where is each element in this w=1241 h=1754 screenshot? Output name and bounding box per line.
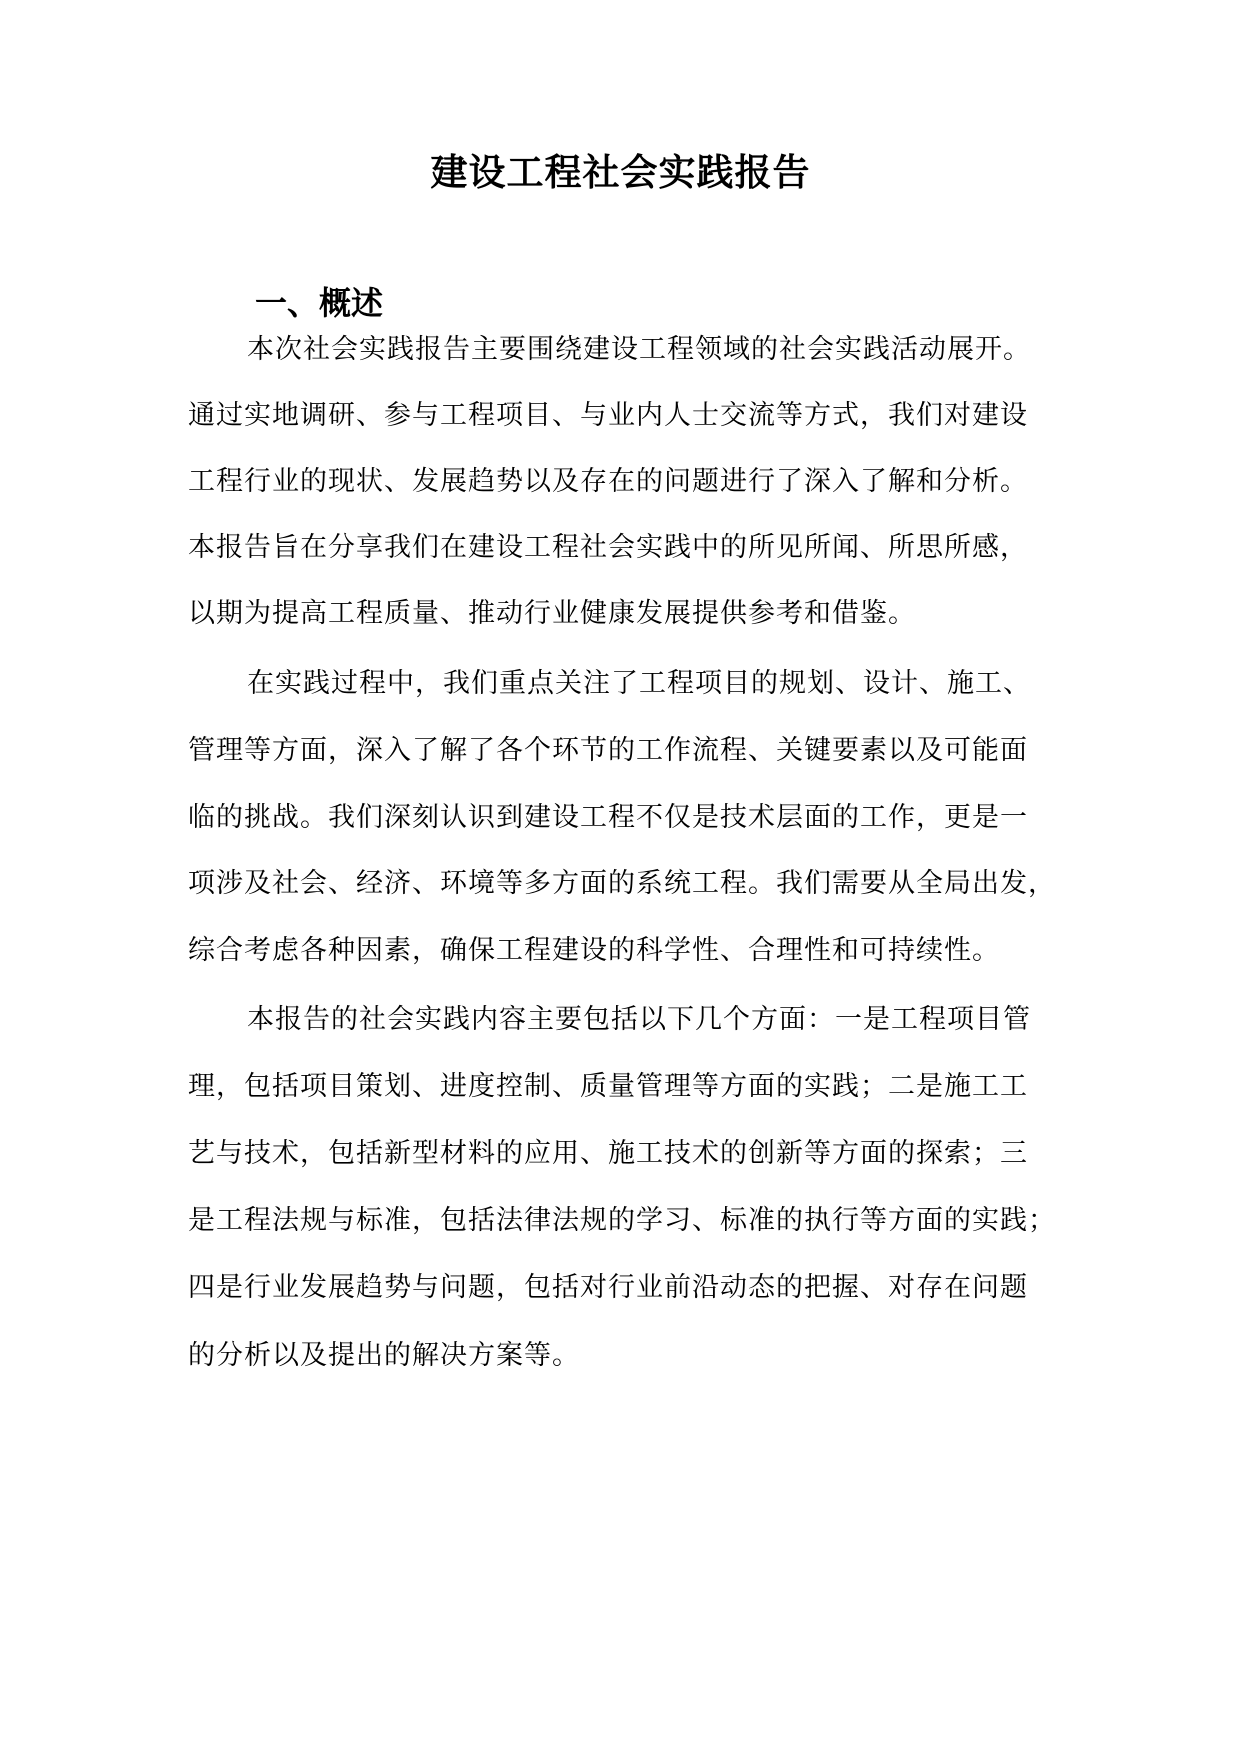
paragraph-3-line-6: 的分析以及提出的解决方案等。 bbox=[188, 1340, 580, 1371]
paragraph-1-line-5: 以期为提高工程质量、推动行业健康发展提供参考和借鉴。 bbox=[188, 598, 916, 629]
section-heading: 一、概述 bbox=[255, 284, 384, 322]
paragraph-3-line-2: 理，包括项目策划、进度控制、质量管理等方面的实践；二是施工工 bbox=[188, 1071, 1028, 1102]
paragraph-3-line-5: 四是行业发展趋势与问题，包括对行业前沿动态的把握、对存在问题 bbox=[188, 1272, 1028, 1303]
paragraph-3-line-4: 是工程法规与标准，包括法律法规的学习、标准的执行等方面的实践； bbox=[188, 1205, 1056, 1236]
paragraph-1-line-3: 工程行业的现状、发展趋势以及存在的问题进行了深入了解和分析。 bbox=[188, 466, 1028, 497]
paragraph-2-line-5: 综合考虑各种因素，确保工程建设的科学性、合理性和可持续性。 bbox=[188, 935, 1000, 966]
paragraph-1-line-4: 本报告旨在分享我们在建设工程社会实践中的所见所闻、所思所感， bbox=[188, 532, 1028, 563]
document-title: 建设工程社会实践报告 bbox=[430, 150, 811, 194]
paragraph-2-line-2: 管理等方面，深入了解了各个环节的工作流程、关键要素以及可能面 bbox=[188, 735, 1028, 766]
paragraph-1-line-1: 本次社会实践报告主要围绕建设工程领域的社会实践活动展开。 bbox=[247, 334, 1031, 365]
paragraph-2-line-4: 项涉及社会、经济、环境等多方面的系统工程。我们需要从全局出发， bbox=[188, 868, 1056, 899]
paragraph-3-line-3: 艺与技术，包括新型材料的应用、施工技术的创新等方面的探索；三 bbox=[188, 1138, 1028, 1169]
paragraph-3-line-1: 本报告的社会实践内容主要包括以下几个方面：一是工程项目管 bbox=[247, 1004, 1031, 1035]
paragraph-2-line-3: 临的挑战。我们深刻认识到建设工程不仅是技术层面的工作，更是一 bbox=[188, 802, 1028, 833]
paragraph-2-line-1: 在实践过程中，我们重点关注了工程项目的规划、设计、施工、 bbox=[247, 668, 1031, 699]
paragraph-1-line-2: 通过实地调研、参与工程项目、与业内人士交流等方式，我们对建设 bbox=[188, 400, 1028, 431]
